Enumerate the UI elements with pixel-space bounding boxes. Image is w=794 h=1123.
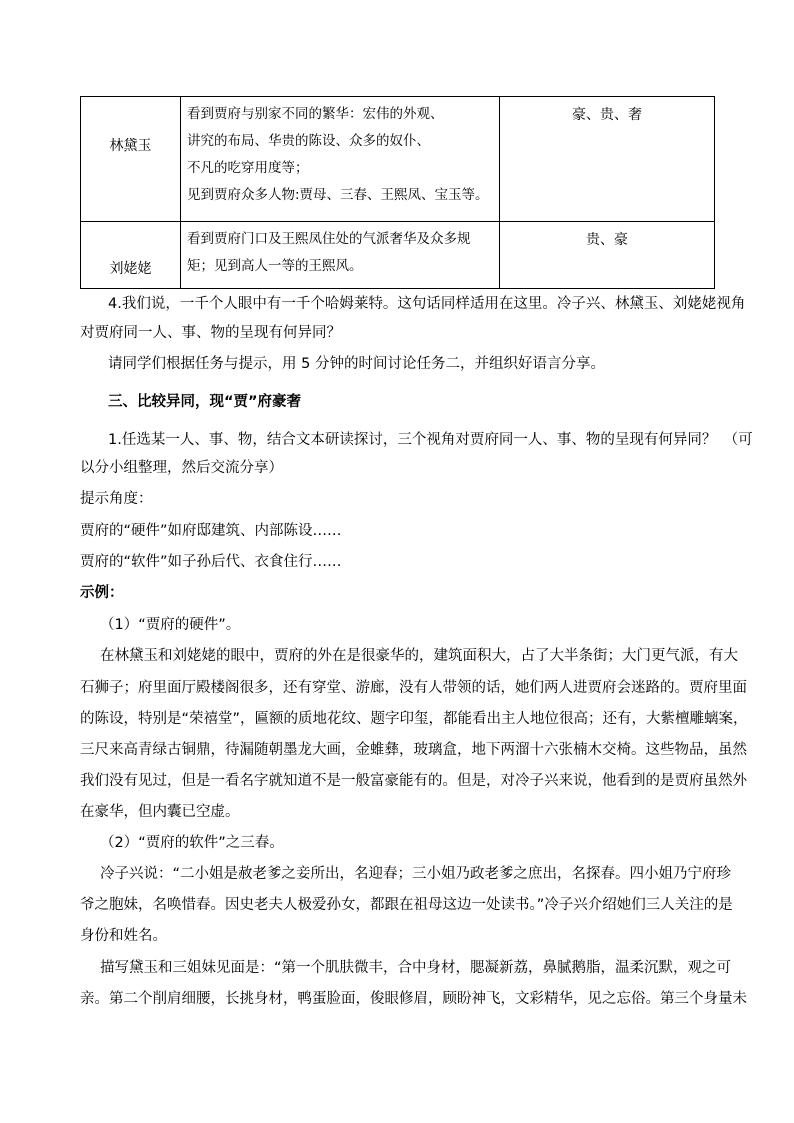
table-cell-description [181, 222, 500, 289]
example-3-text: 亲。第二个削肩细腰，长挑身材，鸭蛋脸面，俊眼修眉，顾盼神飞，文彩精华，见之忘俗。第三个身量未 [80, 991, 747, 1007]
example-label: 示例： [80, 585, 124, 601]
description-line: 见到贾府众多人物:贾母、三春、王熙凤、宝玉等。 [187, 187, 489, 203]
section-heading: 三、比较异同，现“贾”府豪奢 [108, 394, 302, 410]
question-4-line-2: 对贾府同一人、事、物的呈现有何异同？ [80, 325, 341, 341]
table-cell-name [81, 97, 181, 222]
example-1-text: 石狮子；府里面厅殿楼阁很多，还有穿堂、游廊，没有人带领的话，她们两人进贾府会迷路的。贾府里面 [80, 680, 747, 696]
example-2-text: 冷子兴说：“二小姐是赦老爹之妾所出，名迎春；三小姐乃政老爹之庶出，名探春。四小姐乃宁府珍 [100, 866, 732, 882]
character-name: 林黛玉 [109, 138, 152, 154]
example-1-text: 我们没有见过，但是一看名字就知道不是一般富豪能有的。但是，对冷子兴来说，他看到的是贾府虽然外 [80, 773, 747, 789]
example-2-text: 身份和姓名。 [80, 928, 167, 944]
table-cell-description [181, 97, 500, 222]
feature-text: 贵、豪 [586, 232, 628, 248]
description-line: 矩；见到高人一等的王熙风。 [187, 258, 363, 274]
description-line: 不凡的吃穿用度等； [187, 160, 309, 176]
example-1-text: 的陈设，特别是“荣禧堂”，匾额的质地花纹、题字印玺，都能看出主人地位很高；还有，大紫檀雕螭案， [80, 711, 748, 727]
question-4-line-1: 4.我们说，一千个人眼中有一千个哈姆莱特。这句话同样适用在这里。冷子兴、林黛玉、刘姥姥视角 [108, 296, 746, 312]
feature-text: 豪、贵、奢 [572, 107, 642, 123]
example-1-title: （1）“贾府的硬件”。 [100, 617, 241, 633]
hint-item: 贾府的“软件”如子孙后代、衣食住行…… [80, 554, 342, 570]
example-2-text: 爷之胞妹，名唤惜春。因史老夫人极爱孙女，都跟在祖母这边一处读书。”冷子兴介绍她们三人关注的是 [80, 897, 733, 913]
example-1-text: 在林黛玉和刘姥姥的眼中，贾府的外在是很豪华的，建筑面积大，占了大半条街；大门更气派，有大 [100, 648, 738, 664]
task-instruction: 请同学们根据任务与提示，用 5 分钟的时间讨论任务二，并组织好语言分享。 [108, 356, 605, 372]
table-cell-feature [500, 222, 715, 289]
description-line: 看到贾府门口及王熙凤住处的气派奢华及众多规 [187, 231, 471, 247]
table-row [81, 97, 715, 222]
example-3-text: 描写黛玉和三姐妹见面是：“第一个肌肤微丰，合中身材，腮凝新荔，鼻腻鹅脂，温柔沉默，观之可 [100, 960, 732, 976]
hint-item: 贾府的“硬件”如府邸建筑、内部陈设…… [80, 523, 342, 539]
table-row [81, 222, 715, 289]
section-1-line-1: 1.任选某一人、事、物，结合文本研读探讨，三个视角对贾府同一人、事、物的呈现有何异同？ （可 [108, 432, 753, 448]
table-cell-name [81, 222, 181, 289]
character-name: 刘姥姥 [109, 261, 152, 277]
table-cell-feature [500, 97, 715, 222]
example-1-text: 三尺来高青绿古铜鼎，待漏随朝墨龙大画，金蜼彝，玻璃盒，地下两溜十六张楠木交椅。这些物品，虽然 [80, 742, 747, 758]
section-1-line-2: 以分小组整理，然后交流分享） [80, 460, 283, 476]
description-line: 讲究的布局、华贵的陈设、众多的奴仆、 [187, 133, 430, 149]
example-2-title: （2）“贾府的软件”之三春。 [100, 835, 284, 851]
hint-label: 提示角度： [80, 491, 153, 507]
description-line: 看到贾府与别家不同的繁华：宏伟的外观、 [187, 106, 444, 122]
perspective-table [80, 96, 715, 289]
example-1-text: 在豪华，但内囊已空虚。 [80, 804, 240, 820]
